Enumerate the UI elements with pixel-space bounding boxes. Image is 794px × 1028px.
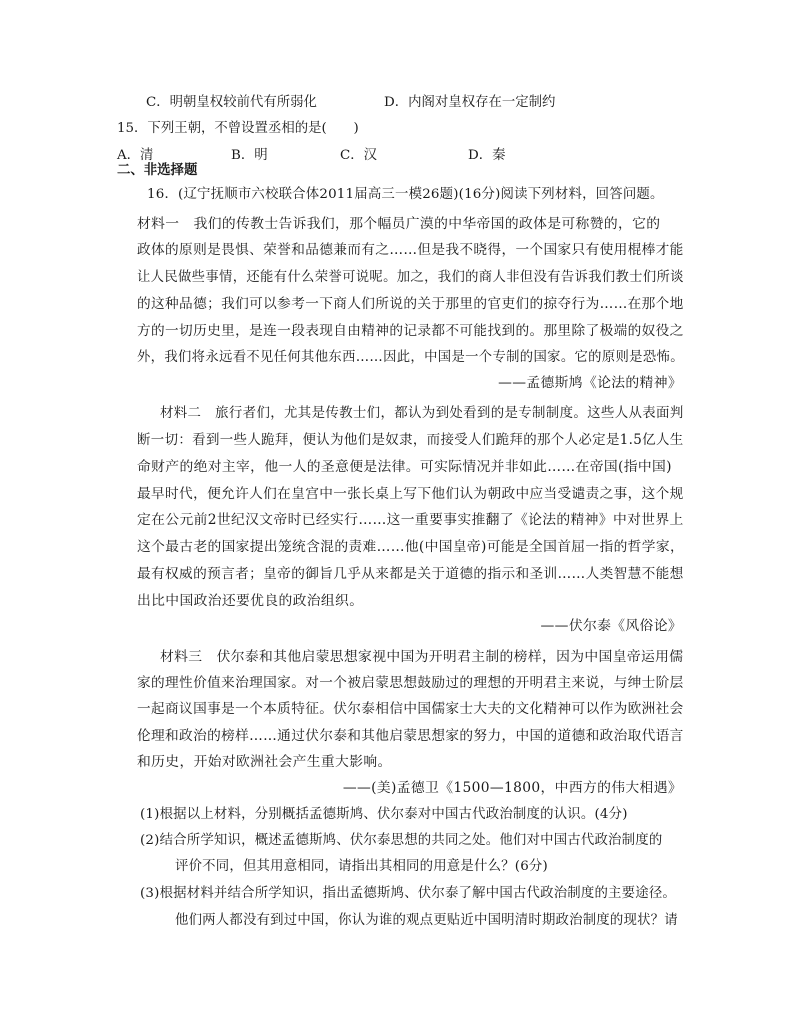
sub-question-3: (3)根据材料并结合所学知识，指出孟德斯鸠、伏尔泰了解中国古代政治制度的主要途径。 [140,886,677,901]
material-3-line: 伦理和政治的榜样……通过伏尔泰和其他启蒙思想家的努力，中国的道德和政治取代语言 [137,728,684,744]
q15-option-d: D．秦 [468,148,506,163]
q16-heading: 16．(辽宁抚顺市六校联合体2011届高三一模26题)(16分)阅读下列材料，回答问题。 [147,187,664,202]
q15-option-c: C．汉 [340,148,378,163]
material-1-line: 的这种品德；我们可以参考一下商人们所说的关于那里的官吏们的掠夺行为……在那个地 [137,296,684,312]
material-2-line: 材料二 旅行者们，尤其是传教士们，都认为到处看到的是专制制度。这些人从表面判 [160,405,684,421]
material-1-source: ——孟德斯鸠《论法的精神》 [498,375,682,391]
material-2-line: 最有权威的预言者；皇帝的御旨几乎从来都是关于道德的指示和圣训……人类智慧不能想 [137,566,684,582]
material-2-source: ——伏尔泰《风俗论》 [540,618,682,634]
material-2-line: 命财产的绝对主宰，他一人的圣意便是法律。可实际情况并非如此……在帝国(指中国) [137,459,672,475]
sub-question-1: (1)根据以上材料，分别概括孟德斯鸠、伏尔泰对中国古代政治制度的认识。(4分) [140,807,628,822]
q15-option-a: A．清 [117,148,154,163]
material-1-line: 方的一切历史里，是连一段表现自由精神的记录都不可能找到的。那里除了极端的奴役之 [137,323,684,339]
q15-stem: 15．下列王朝，不曾设置丞相的是( ) [117,121,359,136]
material-2-line: 定在公元前2世纪汉文帝时已经实行……这一重要事实推翻了《论法的精神》中对世界上 [137,512,684,528]
material-3-line: 一起商议国事是一个本质特征。伏尔泰相信中国儒家士大夫的文化精神可以作为欧洲社会 [137,701,684,717]
material-3-line: 材料三 伏尔泰和其他启蒙思想家视中国为开明君主制的榜样，因为中国皇帝运用儒 [160,649,684,665]
sub-question-2: (2)结合所学知识，概述孟德斯鸠、伏尔泰思想的共同之处。他们对中国古代政治制度的 [140,833,663,848]
material-1-line: 政体的原则是畏惧、荣誉和品德兼而有之……但是我不晓得，一个国家只有使用棍棒才能 [137,242,684,258]
material-3-line: 和历史，开始对欧洲社会产生重大影响。 [137,754,392,770]
material-3-source: ——(美)孟德卫《1500—1800，中西方的伟大相遇》 [342,780,682,796]
material-1-line: 让人民做些事情，还能有什么荣誉可说呢。加之，我们的商人非但没有告诉我们教士们所谈 [137,269,684,285]
sub-question-3-cont: 他们两人都没有到过中国，你认为谁的观点更贴近中国明清时期政治制度的现状？请 [175,913,678,928]
q14-option-d: D．内阁对皇权存在一定制约 [384,95,556,110]
material-2-line: 最早时代，便允许人们在皇宫中一张长桌上写下他们认为朝政中应当受谴责之事，这个规 [137,486,684,502]
sub-question-2-cont: 评价不同，但其用意相同，请指出其相同的用意是什么？(6分) [175,859,548,874]
q14-option-c: C．明朝皇权较前代有所弱化 [146,95,317,110]
material-1-line: 材料一 我们的传教士告诉我们，那个幅员广漠的中华帝国的政体是可称赞的，它的 [137,216,661,232]
section-title: 二、非选择题 [117,163,198,178]
material-3-line: 家的理性价值来治理国家。对一个被启蒙思想鼓励过的理想的开明君主来说，与绅士阶层 [137,675,684,691]
material-1-line: 外，我们将永远看不见任何其他东西……因此，中国是一个专制的国家。它的原则是恐怖。 [137,349,684,365]
material-2-line: 出比中国政治还要优良的政治组织。 [137,593,364,609]
material-2-line: 断一切：看到一些人跪拜，便认为他们是奴隶，而接受人们跪拜的那个人必定是1.5亿人生 [137,432,684,448]
q15-option-b: B．明 [231,148,268,163]
material-2-line: 这个最古老的国家提出笼统含混的责难……他(中国皇帝)可能是全国首屈一指的哲学家， [137,539,685,555]
